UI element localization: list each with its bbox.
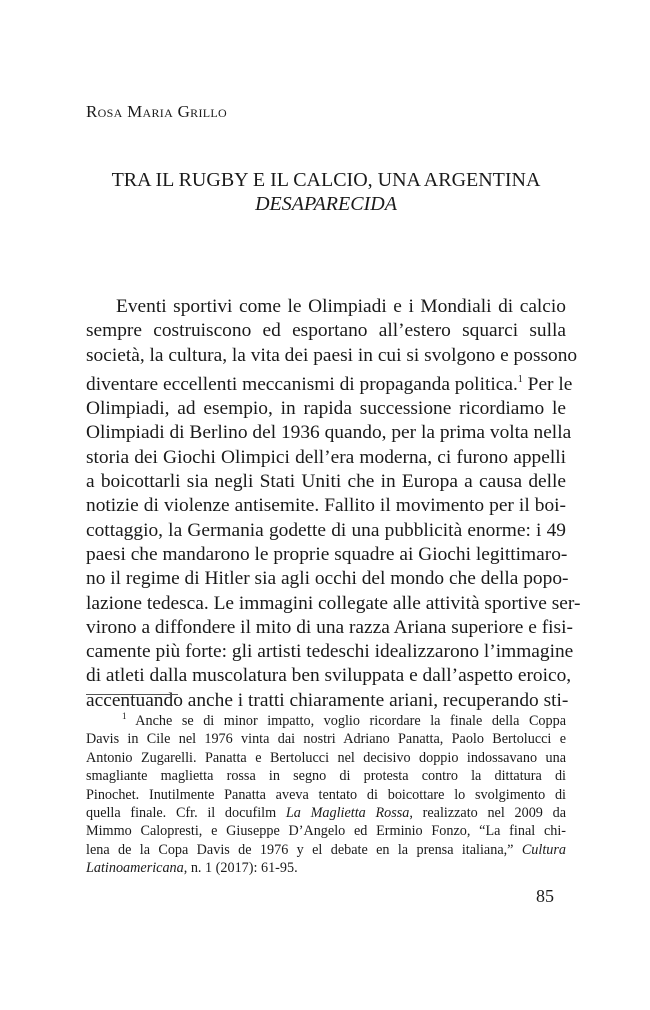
footnote-reference[interactable]: 1 bbox=[517, 373, 523, 385]
chapter-title-line-2: DESAPARECIDA bbox=[255, 193, 397, 215]
chapter-title bbox=[86, 168, 566, 216]
footnote-line: Mimmo Calopresti, e Giuseppe D’Angelo ed Erminio Fonzo, “La final chi- bbox=[86, 823, 566, 840]
body-line: Eventi sportivi come le Olimpiadi e i Mondiali di calcio bbox=[116, 296, 566, 317]
body-line: no il regime di Hitler sia agli occhi del mondo che della popo- bbox=[86, 568, 569, 590]
body-line-text: diventare eccellenti meccanismi di propaganda politica. bbox=[86, 373, 518, 395]
footnote-text: , realizzato nel 2009 da bbox=[409, 805, 566, 822]
footnote bbox=[86, 707, 566, 878]
journal-title-part-2: Latinoamericana bbox=[86, 860, 184, 877]
body-line: Olimpiadi, ad esempio, in rapida successione ricordiamo le bbox=[86, 398, 566, 420]
film-title: La Maglietta Rossa bbox=[285, 805, 410, 822]
footnote-text: Anche se di minor impatto, voglio ricordare la finale della Coppa bbox=[135, 713, 566, 729]
body-line: virono a diffondere il mito di una razza Ariana superiore e fisi- bbox=[86, 616, 573, 638]
footnote-line bbox=[86, 804, 566, 822]
body-line: sempre costruiscono ed esportano all’estero squarci sulla bbox=[86, 320, 566, 342]
body-line-with-footnote bbox=[86, 368, 573, 397]
footnote-text: quella finale. Cfr. il docufilm bbox=[86, 805, 277, 822]
body-line: Olimpiadi di Berlino del 1936 quando, per la prima volta nella bbox=[86, 422, 572, 444]
footnote-line: Pinochet. Inutilmente Panatta aveva tentato di boicottare lo svolgimento di bbox=[86, 786, 566, 803]
body-line: cottaggio, la Germania godette di una pubblicità enorme: i 49 bbox=[86, 519, 566, 541]
footnote-text: lena de la Copa Davis de 1976 y el debate en la prensa italiana,” bbox=[86, 841, 514, 858]
journal-title-part-1: Cultura bbox=[521, 841, 566, 858]
footnote-line: Antonio Zugarelli. Panatta e Bertolucci nel decisivo doppio indossavano una bbox=[86, 749, 566, 766]
chapter-title-line-1: TRA IL RUGBY E IL CALCIO, UNA ARGENTINA bbox=[111, 169, 541, 191]
body-line: notizie di violenze antisemite. Fallito il movimento per il boi- bbox=[86, 495, 566, 517]
footnote-line: Davis in Cile nel 1976 vinta dai nostri Adriano Panatta, Paolo Bertolucci e bbox=[86, 731, 566, 748]
body-line: accentuando anche i tratti chiaramente ariani, recuperando sti- bbox=[86, 689, 569, 711]
body-line: società, la cultura, la vita dei paesi in cui si svolgono e possono bbox=[86, 344, 578, 366]
footnote-text: , n. 1 (2017): 61-95. bbox=[183, 860, 298, 877]
body-paragraph bbox=[86, 295, 581, 713]
body-line-tail: Per le bbox=[527, 373, 573, 395]
body-line: a boicottarli sia negli Stati Uniti che in Europa a causa delle bbox=[86, 471, 566, 493]
footnote-separator bbox=[86, 694, 178, 695]
page-number: 85 bbox=[536, 886, 554, 906]
running-author: Rosa Maria Grillo bbox=[86, 102, 227, 121]
footnote-line bbox=[86, 841, 566, 859]
body-line: storia dei Giochi Olimpici dell’era moderna, ci furono appelli bbox=[86, 446, 566, 468]
footnote-line: smagliante maglietta rossa in segno di protesta contro la dittatura di bbox=[86, 768, 566, 785]
body-line: paesi che mandarono le proprie squadre ai Giochi legittimaro- bbox=[86, 543, 568, 565]
footnote-line bbox=[86, 859, 566, 877]
footnote-number: 1 bbox=[122, 711, 127, 721]
footnote-line bbox=[86, 707, 566, 730]
body-line: camente più forte: gli artisti tedeschi idealizzarono l’immagine bbox=[86, 641, 574, 663]
body-line: di atleti dalla muscolatura ben sviluppata e dall’aspetto eroico, bbox=[86, 665, 572, 687]
body-line: lazione tedesca. Le immagini collegate alle attività sportive ser- bbox=[86, 592, 581, 614]
